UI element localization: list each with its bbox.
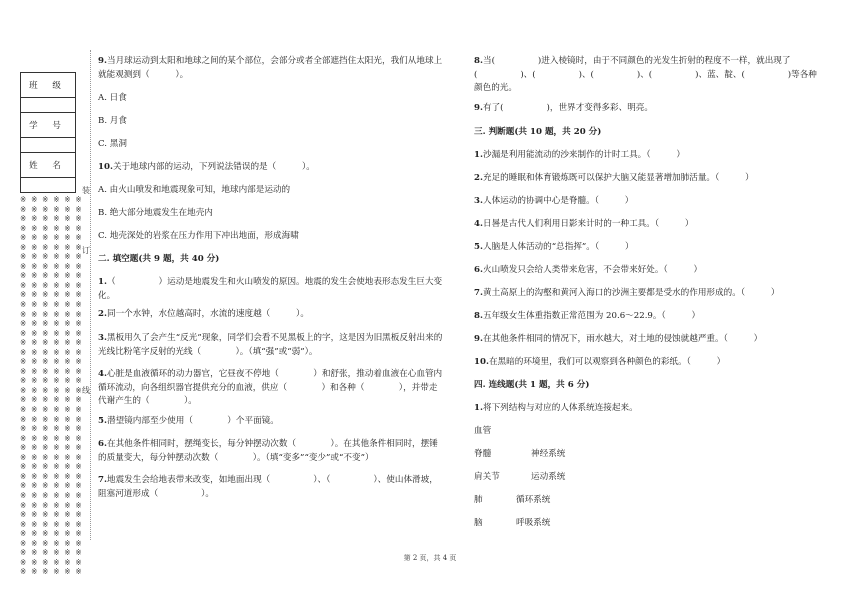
judge-question-6: 6.火山喷发只会给人类带来危害，不会带来好处。（ ）: [474, 265, 703, 275]
judge-question-9: 9.在其他条件相同的情况下，雨水越大，对土地的侵蚀就越严重。（ ）: [474, 334, 763, 344]
fill-question-3: 3.黑板用久了会产生“反光”现象，同学们会看不见黑板上的字，这是因为旧黑板反射出来的光线比粉笔字反射的光线（ ）。（填“强”或“弱”）。: [98, 333, 443, 357]
judge-question-2: 2.充足的睡眠和体育锻炼既可以保护大脑又能显著增加肺活量。（ ）: [474, 173, 754, 183]
name-field[interactable]: [21, 178, 76, 193]
fill-question-5: 5.潜望镜内部至少使用（ ）个平面镜。: [98, 416, 279, 426]
fill-question-6: 6.在其他条件相同时，摆绳变长，每分钟摆动次数（ ）。在其他条件相同时，摆锤的质量变大，每分钟摆动次数（ ）。（填“变多”“变少”或“不变”）: [98, 439, 438, 463]
binding-mark: 线: [82, 386, 90, 395]
match-row: [474, 471, 819, 485]
student-id-field[interactable]: [21, 138, 76, 153]
binding-divider: [90, 50, 91, 540]
match-system[interactable]: 运动系统: [531, 472, 566, 482]
judge-question-1: 1.沙漏是利用能流动的沙来制作的计时工具。（ ）: [474, 150, 685, 160]
match-row: [474, 425, 819, 439]
question-10: 10.关于地球内部的运动，下列说法错误的是（ ）。: [98, 162, 315, 172]
match-prompt: 1.将下列结构与对应的人体系统连接起来。: [474, 403, 638, 413]
class-field[interactable]: [21, 98, 76, 113]
fill-question-8: 8.当( )进入棱镜时，由于不同颜色的光发生折射的程度不一样，就出现了( )、( )、( )、( )、蓝、靛、( )等各种颜色的光。: [474, 56, 817, 93]
match-structure[interactable]: 脑: [474, 518, 483, 528]
match-row: [474, 494, 819, 508]
section-3-title: 三. 判断题(共 10 题，共 20 分): [474, 127, 602, 137]
judge-question-10: 10.在黑暗的环境里，我们可以观察到各种颜色的彩纸。（ ）: [474, 357, 726, 367]
section-4-title: 四. 连线题(共 1 题，共 6 分): [474, 380, 590, 390]
section-2-title: 二. 填空题(共 9 题，共 40 分): [98, 254, 220, 264]
option-c[interactable]: C. 黑洞: [98, 139, 127, 149]
judge-question-7: 7.黄土高原上的沟壑和黄河入海口的沙洲主要都是受水的作用形成的。（ ）: [474, 288, 780, 298]
match-system[interactable]: 神经系统: [531, 449, 566, 459]
judge-question-3: 3.人体运动的协调中心是脊髓。（ ）: [474, 196, 634, 206]
fill-question-4: 4.心脏是血液循环的动力器官，它昼夜不停地（ ）和舒张，推动着血液在心血管内循环流动，向各组织器官提供充分的血液，供应（ ）和各种（ ），并带走代谢产生的（ ）。: [98, 369, 443, 406]
option-c[interactable]: C. 地壳深处的岩浆在压力作用下冲出地面，形成海啸: [98, 231, 299, 241]
option-b[interactable]: B. 绝大部分地震发生在地壳内: [98, 208, 213, 218]
judge-question-8: 8.五年级女生体重指数正常范围为 20.6～22.9。（ ）: [474, 311, 701, 321]
option-b[interactable]: B. 月食: [98, 116, 127, 126]
match-structure[interactable]: 血管: [474, 426, 492, 436]
class-label: 班 级: [21, 73, 76, 98]
fill-question-2: 2.同一个水钟，水位越高时，水流的速度越（ ）。: [98, 309, 309, 319]
name-label: 姓 名: [21, 153, 76, 178]
page-footer: 第 2 页，共 4 页: [403, 554, 457, 562]
binding-sidebar: [0, 0, 92, 595]
student-info-table: [20, 72, 76, 193]
option-a[interactable]: A. 日食: [98, 93, 127, 103]
match-row: [474, 517, 819, 531]
decorative-star-pattern: ※ ※ ※ ※ ※ ※ ※ ※ ※ ※ ※ ※ ※ ※ ※ ※ ※ ※ ※ ※ ※ ※ ※ ※ ※ ※ ※ ※ ※ ※ ※ ※ ※ ※ ※ ※ ※ ※ ※ ※ ※ ※ ※ ※ ※ ※ ※ ※ ※ ※ ※ ※ ※ ※ ※ ※ ※ ※ ※ ※ ※ ※ ※ ※ ※ ※ ※ ※ ※ ※ ※ ※ ※ ※ ※ ※ ※ ※ ※ ※ ※ ※ ※ ※ ※ ※ ※ ※ ※ ※ ※ ※ ※ ※ ※ ※ ※ ※ ※ ※ ※ ※ ※ ※ ※ ※ ※ ※ ※ ※ ※ ※ ※ ※ ※ ※ ※ ※ ※ ※ ※ ※ ※ ※ ※ ※ ※ ※ ※ ※ ※ ※ ※ ※ ※ ※ ※ ※ ※ ※ ※ ※ ※ ※ ※ ※ ※ ※ ※ ※ ※ ※ ※ ※ ※ ※ ※ ※ ※ ※ ※ ※ ※ ※ ※ ※ ※ ※ ※ ※ ※ ※ ※ ※ ※ ※ ※ ※ ※ ※ ※ ※ ※ ※ ※ ※ ※ ※ ※ ※ ※ ※ ※ ※ ※ ※ ※ ※ ※ ※ ※ ※ ※ ※ ※ ※ ※ ※ ※ ※ ※ ※ ※ ※ ※ ※ ※ ※ ※ ※ ※ ※ ※ ※ ※ ※ ※ ※ ※ ※ ※ ※ ※ ※ ※ ※ ※ ※ ※ ※: [20, 195, 83, 577]
match-system[interactable]: 呼吸系统: [516, 518, 551, 528]
match-system[interactable]: 循环系统: [516, 495, 551, 505]
fill-question-7: 7.地震发生会给地表带来改变，如地面出现（ ）、（ ）、使山体滑坡，阻塞河道形成（ ）。: [98, 475, 438, 499]
fill-question-1: 1.（ ）运动是地震发生和火山喷发的原因。地震的发生会使地表形态发生巨大变化。: [98, 277, 443, 301]
judge-question-5: 5.人脑是人体活动的“总指挥”。（ ）: [474, 242, 634, 252]
match-structure[interactable]: 肩关节: [474, 472, 500, 482]
fill-question-9: 9.有了( )，世界才变得多彩、明亮。: [474, 103, 653, 113]
match-structure[interactable]: 脊髓: [474, 449, 492, 459]
match-row: [474, 448, 819, 462]
option-a[interactable]: A. 由火山喷发和地震现象可知，地球内部是运动的: [98, 185, 291, 195]
student-id-label: 学 号: [21, 113, 76, 138]
judge-question-4: 4.日晷是古代人们利用日影来计时的一种工具。（ ）: [474, 219, 694, 229]
question-9: 9.当月球运动到太阳和地球之间的某个部位，会部分或者全部遮挡住太阳光，我们从地球上就能观测到（ ）。: [98, 56, 443, 80]
binding-mark: 订: [82, 246, 90, 255]
match-structure[interactable]: 肺: [474, 495, 483, 505]
binding-mark: 装: [82, 186, 90, 195]
